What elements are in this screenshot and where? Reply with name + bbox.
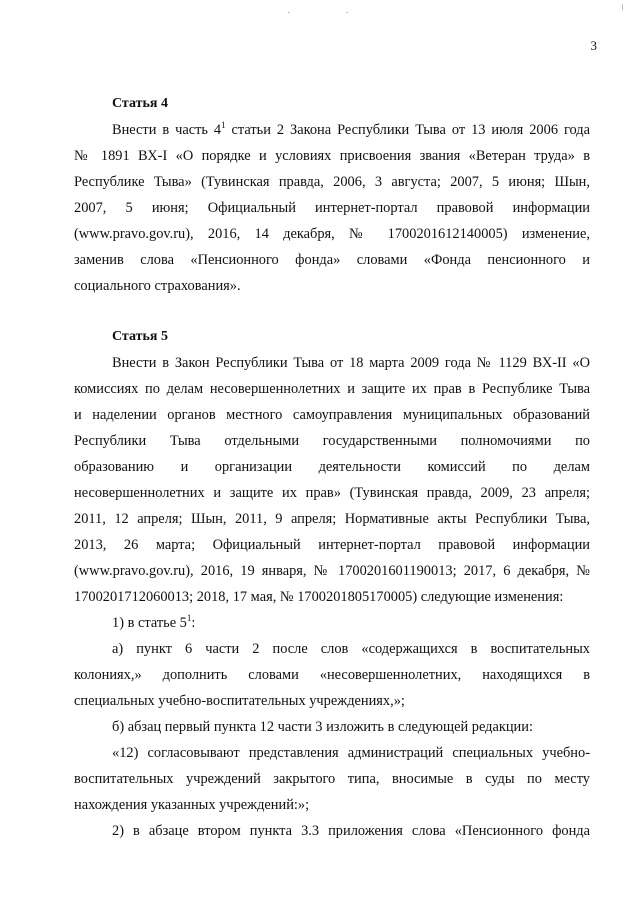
- item-b: б) абзац первый пункта 12 части 3 изложить в следующей редакции:: [112, 719, 533, 735]
- item-1: 1) в статье $5^1$:: [112, 613, 196, 631]
- item-a-line: колониях,» дополнить словами «несовершеннолетних, находящихся в: [74, 667, 590, 683]
- article-5-line: (www.pravo.gov.ru), 2016, 19 января, № 1700201601190013; 2017, 6 декабря, №: [74, 563, 590, 579]
- article-4-line: (www.pravo.gov.ru), 2016, 14 декабря, № 1700201612140005) изменение,: [74, 226, 590, 242]
- article-5-heading: Статья 5: [112, 329, 168, 344]
- article-5-line: несовершеннолетних и защите их прав» (Тувинская правда, 2009, 23 апреля;: [74, 485, 590, 501]
- article-5-line: Внести в Закон Республики Тыва от 18 марта 2009 года № 1129 ВХ-II «О: [112, 355, 590, 371]
- item-2: 2) в абзаце втором пункта 3.3 приложения слова «Пенсионного фонда: [112, 823, 590, 839]
- article-4-line: 2007, 5 июня; Официальный интернет-портал правовой информации: [74, 200, 590, 216]
- article-5-line: образованию и организации деятельности комиссий по делам: [74, 459, 590, 475]
- article-5-line: 1700201712060013; 2018, 17 мая, № 1700201805170005) следующие изменения:: [74, 589, 564, 605]
- article-5-line: Республики Тыва отдельными государственными полномочиями по: [74, 433, 590, 449]
- article-5-line: и наделении органов местного самоуправления муниципальных образований: [74, 407, 590, 423]
- quote-line: нахождения указанных учреждений:»;: [74, 797, 310, 813]
- article-4-line: Внести в часть $4^1$ статьи 2 Закона Республики Тыва от 13 июля 2006 года: [112, 120, 590, 138]
- article-4-line: социального страхования».: [74, 278, 241, 294]
- article-4-line: Республике Тыва» (Тувинская правда, 2006, 3 августа; 2007, 5 июня; Шын,: [74, 174, 590, 190]
- scan-speck: [622, 4, 623, 10]
- article-4-heading: Статья 4: [112, 96, 168, 111]
- article-5-line: комиссиях по делам несовершеннолетних и защите их прав в Республике Тыва: [74, 381, 590, 397]
- item-a-line: специальных учебно-воспитательных учреждениях,»;: [74, 693, 405, 709]
- quote-line: воспитательных учреждений закрытого типа, вносимые в суды по месту: [74, 771, 590, 787]
- scan-speck: [346, 12, 348, 13]
- scan-speck: [288, 12, 290, 13]
- article-5-line: 2013, 26 марта; Официальный интернет-портал правовой информации: [74, 537, 590, 553]
- item-a-line: а) пункт 6 части 2 после слов «содержащихся в воспитательных: [112, 641, 590, 657]
- quote-line: «12) согласовывают представления администраций специальных учебно-: [112, 745, 590, 761]
- page-number: 3: [590, 38, 597, 53]
- article-5-line: 2011, 12 апреля; Шын, 2011, 9 апреля; Нормативные акты Республики Тыва,: [74, 511, 590, 527]
- article-4-line: № 1891 ВХ-I «О порядке и условиях присвоения звания «Ветеран труда» в: [74, 148, 590, 164]
- article-4-line: заменив слова «Пенсионного фонда» словами «Фонда пенсионного и: [74, 252, 590, 268]
